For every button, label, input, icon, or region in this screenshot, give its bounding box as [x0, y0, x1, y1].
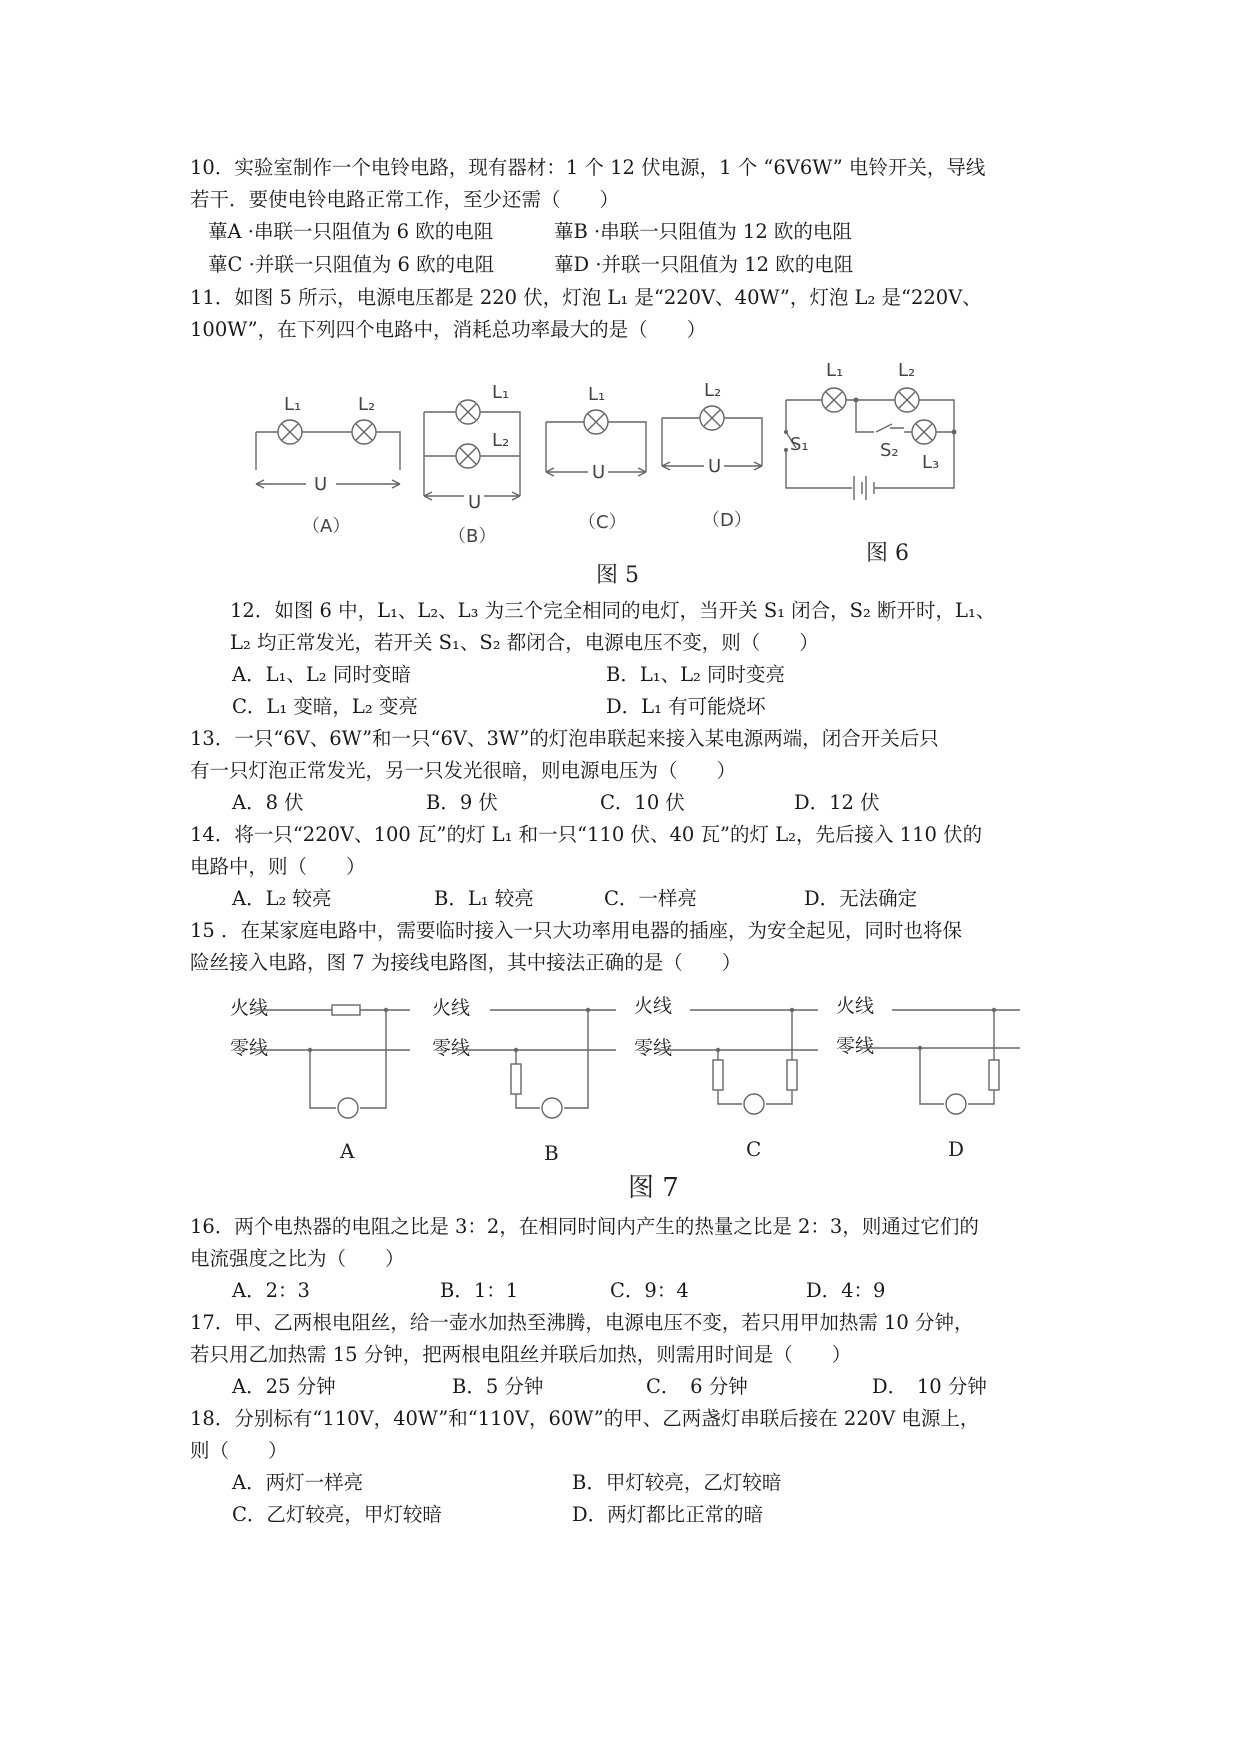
fig6-l1: L₁ [826, 360, 844, 381]
socket-icon [542, 1098, 562, 1118]
q13-option-d: D．12 伏 [794, 791, 880, 814]
fig5-caption: 图 5 [596, 563, 639, 588]
q13-option-c: C．10 伏 [600, 791, 685, 814]
q18-option-b: B．甲灯较亮，乙灯较暗 [572, 1471, 782, 1494]
q12-option-a: A．L₁、L₂ 同时变暗 [232, 663, 411, 686]
fig5b-l2: L₂ [492, 430, 510, 451]
q12-line2: L₂ 均正常发光，若开关 S₁、S₂ 都闭合，电源电压不变，则（ ） [230, 631, 819, 654]
q17-option-d: D． 10 分钟 [872, 1375, 987, 1398]
fig5-label-a: （A） [302, 516, 351, 537]
fig7-circuit-a [230, 997, 410, 1163]
fig7-label-b: B [544, 1141, 559, 1165]
fig7-caption: 图 7 [628, 1173, 679, 1203]
q16-option-c: C．9：4 [610, 1279, 689, 1302]
q12-option-c: C．L₁ 变暗，L₂ 变亮 [232, 695, 418, 718]
q18-option-d: D．两灯都比正常的暗 [572, 1503, 764, 1526]
fig5d-l2: L₂ [704, 380, 722, 401]
q13-line1: 13．一只“6V、6W”和一只“6V、3W”的灯泡串联起来接入某电源两端，闭合开关后只 [190, 727, 939, 750]
fuse-icon [989, 1060, 999, 1090]
q13-option-b: B．9 伏 [426, 791, 498, 814]
q13-option-a: A．8 伏 [232, 791, 304, 814]
fig7-circuit-b [432, 997, 616, 1165]
q10-option-d: 蓽D ·并联一只阻值为 12 欧的电阻 [554, 253, 854, 276]
fig7b-live: 火线 [432, 997, 471, 1019]
q16-line1: 16．两个电热器的电阻之比是 3：2，在相同时间内产生的热量之比是 2：3，则通过它们的 [190, 1215, 979, 1238]
q12-option-b: B．L₁、L₂ 同时变亮 [606, 663, 786, 686]
q18-line1: 18．分别标有“110V，40W”和“110V，60W”的甲、乙两盏灯串联后接在 220V 电源上， [190, 1407, 980, 1430]
fig7b-neutral: 零线 [432, 1037, 471, 1059]
q14-option-a: A．L₂ 较亮 [232, 887, 332, 910]
fig6-s1: S₁ [790, 434, 809, 455]
q17-option-c: C． 6 分钟 [646, 1375, 748, 1398]
q16-option-d: D．4：9 [806, 1279, 886, 1302]
fig5b-u: U [468, 492, 482, 513]
q12-line1: 12．如图 6 中，L₁、L₂、L₃ 为三个完全相同的电灯，当开关 S₁ 闭合，S₂ 断开时，L₁、 [230, 599, 996, 622]
fig6-s2: S₂ [880, 440, 899, 461]
fig6-caption: 图 6 [866, 541, 909, 566]
fig5-label-d: （D） [702, 510, 752, 531]
q14-option-b: B．L₁ 较亮 [434, 887, 534, 910]
fig5a-l2: L₂ [358, 394, 376, 415]
q17-line2: 若只用乙加热需 15 分钟，把两根电阻丝并联后加热，则需用时间是（ ） [190, 1343, 852, 1366]
q18-line2: 则（ ） [190, 1439, 288, 1462]
fig5-label-b: （B） [448, 526, 497, 547]
q17-line1: 17．甲、乙两根电阻丝，给一壶水加热至沸腾，电源电压不变，若只用甲加热需 10 分钟， [190, 1311, 974, 1334]
fig5a-l1: L₁ [284, 394, 302, 415]
fig7-label-d: D [948, 1137, 965, 1161]
fig7-label-c: C [746, 1137, 762, 1161]
q10-option-b: 蓽B ·串联一只阻值为 12 欧的电阻 [554, 220, 852, 243]
fig6-l2: L₂ [898, 360, 916, 381]
fuse-icon [787, 1060, 797, 1090]
fig7-label-a: A [340, 1139, 355, 1163]
q10-option-a: 蓽A ·串联一只阻值为 6 欧的电阻 [208, 220, 494, 243]
q12-option-d: D．L₁ 有可能烧坏 [606, 695, 766, 718]
q14-line2: 电路中，则（ ） [190, 855, 366, 878]
q16-option-a: A．2：3 [232, 1279, 310, 1302]
fuse-icon [332, 1005, 360, 1015]
fig7d-neutral: 零线 [836, 1035, 875, 1057]
fig7a-live: 火线 [230, 997, 269, 1019]
fig5b-l1: L₁ [492, 382, 510, 403]
q10-line1: 10．实验室制作一个电铃电路，现有器材：1 个 12 伏电源，1 个 “6V6W” 电铃开关，导线 [190, 156, 986, 179]
socket-icon [946, 1094, 966, 1114]
q17-option-b: B．5 分钟 [452, 1375, 544, 1398]
q18-option-a: A．两灯一样亮 [232, 1471, 364, 1494]
q15-line2: 险丝接入电路，图 7 为接线电路图，其中接法正确的是（ ） [190, 951, 742, 974]
fig5d-u: U [708, 456, 722, 477]
q17-option-a: A．25 分钟 [232, 1375, 336, 1398]
fig7d-live: 火线 [836, 995, 875, 1017]
fig5a-u: U [314, 474, 328, 495]
fig7c-live: 火线 [634, 995, 673, 1017]
q11-line2: 100W”，在下列四个电路中，消耗总功率最大的是（ ） [190, 318, 707, 341]
fig7-circuit-d [836, 995, 1020, 1161]
q10-line2: 若干．要使电铃电路正常工作，至少还需（ ） [190, 188, 620, 211]
q14-line1: 14．将一只“220V、100 瓦”的灯 L₁ 和一只“110 伏、40 瓦”的灯 L₂，先后接入 110 伏的 [190, 823, 983, 846]
socket-icon [338, 1098, 358, 1118]
q18-option-c: C．乙灯较亮，甲灯较暗 [232, 1503, 442, 1526]
fig7-circuit-c [634, 995, 818, 1161]
q16-line2: 电流强度之比为（ ） [190, 1247, 405, 1270]
fuse-icon [713, 1060, 723, 1090]
fig7c-neutral: 零线 [634, 1037, 673, 1059]
q15-line1: 15 ．在某家庭电路中，需要临时接入一只大功率用电器的插座，为安全起见，同时也将保 [190, 919, 963, 942]
fig5c-u: U [592, 462, 606, 483]
fig5-label-c: （C） [578, 512, 627, 533]
socket-icon [744, 1094, 764, 1114]
fig5c-l1: L₁ [588, 384, 606, 405]
q10-option-c: 蓽C ·并联一只阻值为 6 欧的电阻 [208, 253, 495, 276]
q11-line1: 11．如图 5 所示，电源电压都是 220 伏，灯泡 L₁ 是“220V、40W”，灯泡 L₂ 是“220V、 [190, 286, 982, 309]
q14-option-c: C．一样亮 [604, 887, 697, 910]
fuse-icon [511, 1064, 521, 1094]
q16-option-b: B．1：1 [440, 1279, 519, 1302]
fig6-l3: L₃ [922, 452, 940, 473]
fig7a-neutral: 零线 [230, 1037, 269, 1059]
q13-line2: 有一只灯泡正常发光，另一只发光很暗，则电源电压为（ ） [190, 759, 737, 782]
q14-option-d: D．无法确定 [804, 887, 918, 910]
